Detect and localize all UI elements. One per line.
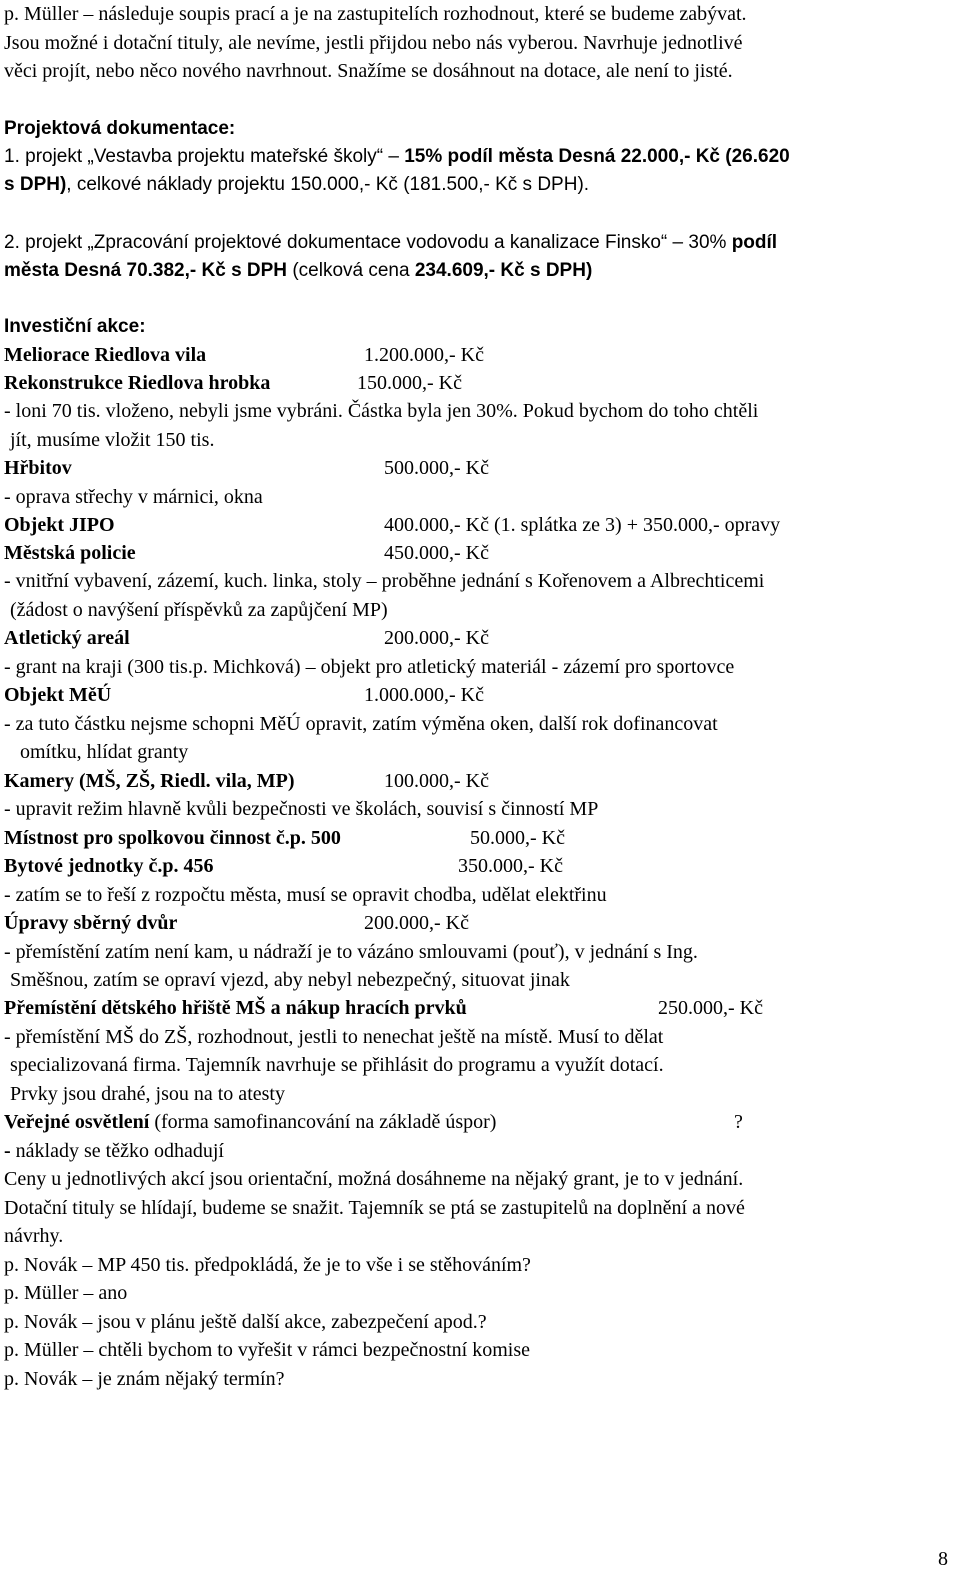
item-amount: 350.000,- Kč (458, 855, 563, 877)
item-label: Kamery (MŠ, ZŠ, Riedl. vila, MP) (4, 770, 295, 792)
item-amount: 1.200.000,- Kč (364, 344, 484, 366)
intro-line-2: Jsou možné i dotační tituly, ale nevíme, jestli přijdou nebo nás vyberou. Navrhuje jednotlivé (4, 32, 743, 54)
intro-line-3: věci projít, nebo něco nového navrhnout. Snažíme se dosáhnout na dotace, ale není to jisté. (4, 60, 733, 82)
item-label: Místnost pro spolkovou činnost č.p. 500 (4, 827, 341, 849)
page-number: 8 (938, 1548, 948, 1570)
item-note: - upravit režim hlavně kvůli bezpečnosti ve školách, souvisí s činností MP (4, 798, 599, 820)
item-label: Přemístění dětského hřiště MŠ a nákup hracích prvků (4, 997, 467, 1019)
intro-line-1: p. Müller – následuje soupis prací a je na zastupitelích rozhodnout, které se budeme zabývat. (4, 3, 747, 25)
item-amount: 1.000.000,- Kč (364, 684, 484, 706)
item-label: Městská policie (4, 542, 136, 564)
closing-line: p. Novák – je znám nějaký termín? (4, 1368, 285, 1390)
closing-line: p. Novák – MP 450 tis. předpokládá, že je to vše i se stěhováním? (4, 1254, 531, 1276)
item-note: - vnitřní vybavení, zázemí, kuch. linka, stoly – proběhne jednání s Kořenovem a Albrechticemi (4, 570, 765, 592)
item-note: - přemístění MŠ do ZŠ, rozhodnout, jestli to nenechat ještě na místě. Musí to dělat (4, 1026, 664, 1048)
item-label: Atletický areál (4, 627, 130, 649)
closing-line: Ceny u jednotlivých akcí jsou orientační, možná dosáhneme na nějaký grant, je to v jednání. (4, 1168, 744, 1190)
item-note: jít, musíme vložit 150 tis. (10, 429, 215, 451)
item-note: - oprava střechy v márnici, okna (4, 486, 263, 508)
item-amount: 450.000,- Kč (384, 542, 489, 564)
projekt-1-line-2: s DPH), celkové náklady projektu 150.000,- Kč (181.500,- Kč s DPH). (4, 174, 590, 195)
naklady-line: - náklady se těžko odhadují (4, 1140, 224, 1162)
item-label: Hřbitov (4, 457, 72, 479)
item-note: Směšnou, zatím se opraví vjezd, aby nebyl nebezpečný, situovat jinak (10, 969, 570, 991)
item-note: - loni 70 tis. vloženo, nebyli jsme vybráni. Částka byla jen 30%. Pokud bychom do toho chtěli (4, 400, 759, 422)
projekt-2-line-2: města Desná 70.382,- Kč s DPH (celková cena 234.609,- Kč s DPH) (4, 260, 593, 281)
item-amount: 150.000,- Kč (357, 372, 462, 394)
item-note: (žádost o navýšení příspěvků za zapůjčení MP) (10, 599, 388, 621)
item-note: Prvky jsou drahé, jsou na to atesty (10, 1083, 285, 1105)
item-label: Rekonstrukce Riedlova hrobka (4, 372, 271, 394)
projekt-1-line-1: 1. projekt „Vestavba projektu mateřské školy“ – 15% podíl města Desná 22.000,- Kč (26.620 (4, 146, 790, 167)
item-amount: 100.000,- Kč (384, 770, 489, 792)
projekt-2-line-1: 2. projekt „Zpracování projektové dokumentace vodovodu a kanalizace Finsko“ – 30% podíl (4, 232, 778, 253)
item-label: Meliorace Riedlova vila (4, 344, 207, 366)
item-label: Objekt MěÚ (4, 684, 112, 706)
item-amount: 200.000,- Kč (384, 627, 489, 649)
item-amount: 400.000,- Kč (1. splátka ze 3) + 350.000,- opravy (384, 514, 781, 536)
item-amount: 500.000,- Kč (384, 457, 489, 479)
item-label: Úpravy sběrný dvůr (4, 912, 178, 934)
verejne-osvetleni-amount: ? (734, 1111, 743, 1133)
investicni-heading: Investiční akce: (4, 316, 146, 337)
item-note: - zatím se to řeší z rozpočtu města, musí se opravit chodba, udělat elektřinu (4, 884, 607, 906)
item-note: specializovaná firma. Tajemník navrhuje se přihlásit do programu a využít dotací. (10, 1054, 664, 1076)
closing-line: návrhy. (4, 1225, 64, 1247)
item-note: - přemístění zatím není kam, u nádraží je to vázáno smlouvami (pouť), v jednání s Ing. (4, 941, 698, 963)
item-label: Objekt JIPO (4, 514, 115, 536)
closing-line: p. Novák – jsou v plánu ještě další akce, zabezpečení apod.? (4, 1311, 487, 1333)
verejne-osvetleni-line: Veřejné osvětlení (forma samofinancování na základě úspor) (4, 1111, 497, 1133)
closing-line: p. Müller – chtěli bychom to vyřešit v rámci bezpečnostní komise (4, 1339, 530, 1361)
item-amount: 50.000,- Kč (470, 827, 565, 849)
item-note: omítku, hlídat granty (20, 741, 189, 763)
item-note: - grant na kraji (300 tis.p. Michková) – objekt pro atletický materiál - zázemí pro sportovce (4, 656, 735, 678)
item-note: - za tuto částku nejsme schopni MěÚ opravit, zatím výměna oken, další rok dofinancovat (4, 713, 718, 735)
closing-line: Dotační tituly se hlídají, budeme se snažit. Tajemník se ptá se zastupitelů na doplnění a nové (4, 1197, 745, 1219)
projektova-heading: Projektová dokumentace: (4, 118, 236, 139)
closing-line: p. Müller – ano (4, 1282, 128, 1304)
item-label: Bytové jednotky č.p. 456 (4, 855, 214, 877)
item-amount: 250.000,- Kč (658, 997, 763, 1019)
item-amount: 200.000,- Kč (364, 912, 469, 934)
